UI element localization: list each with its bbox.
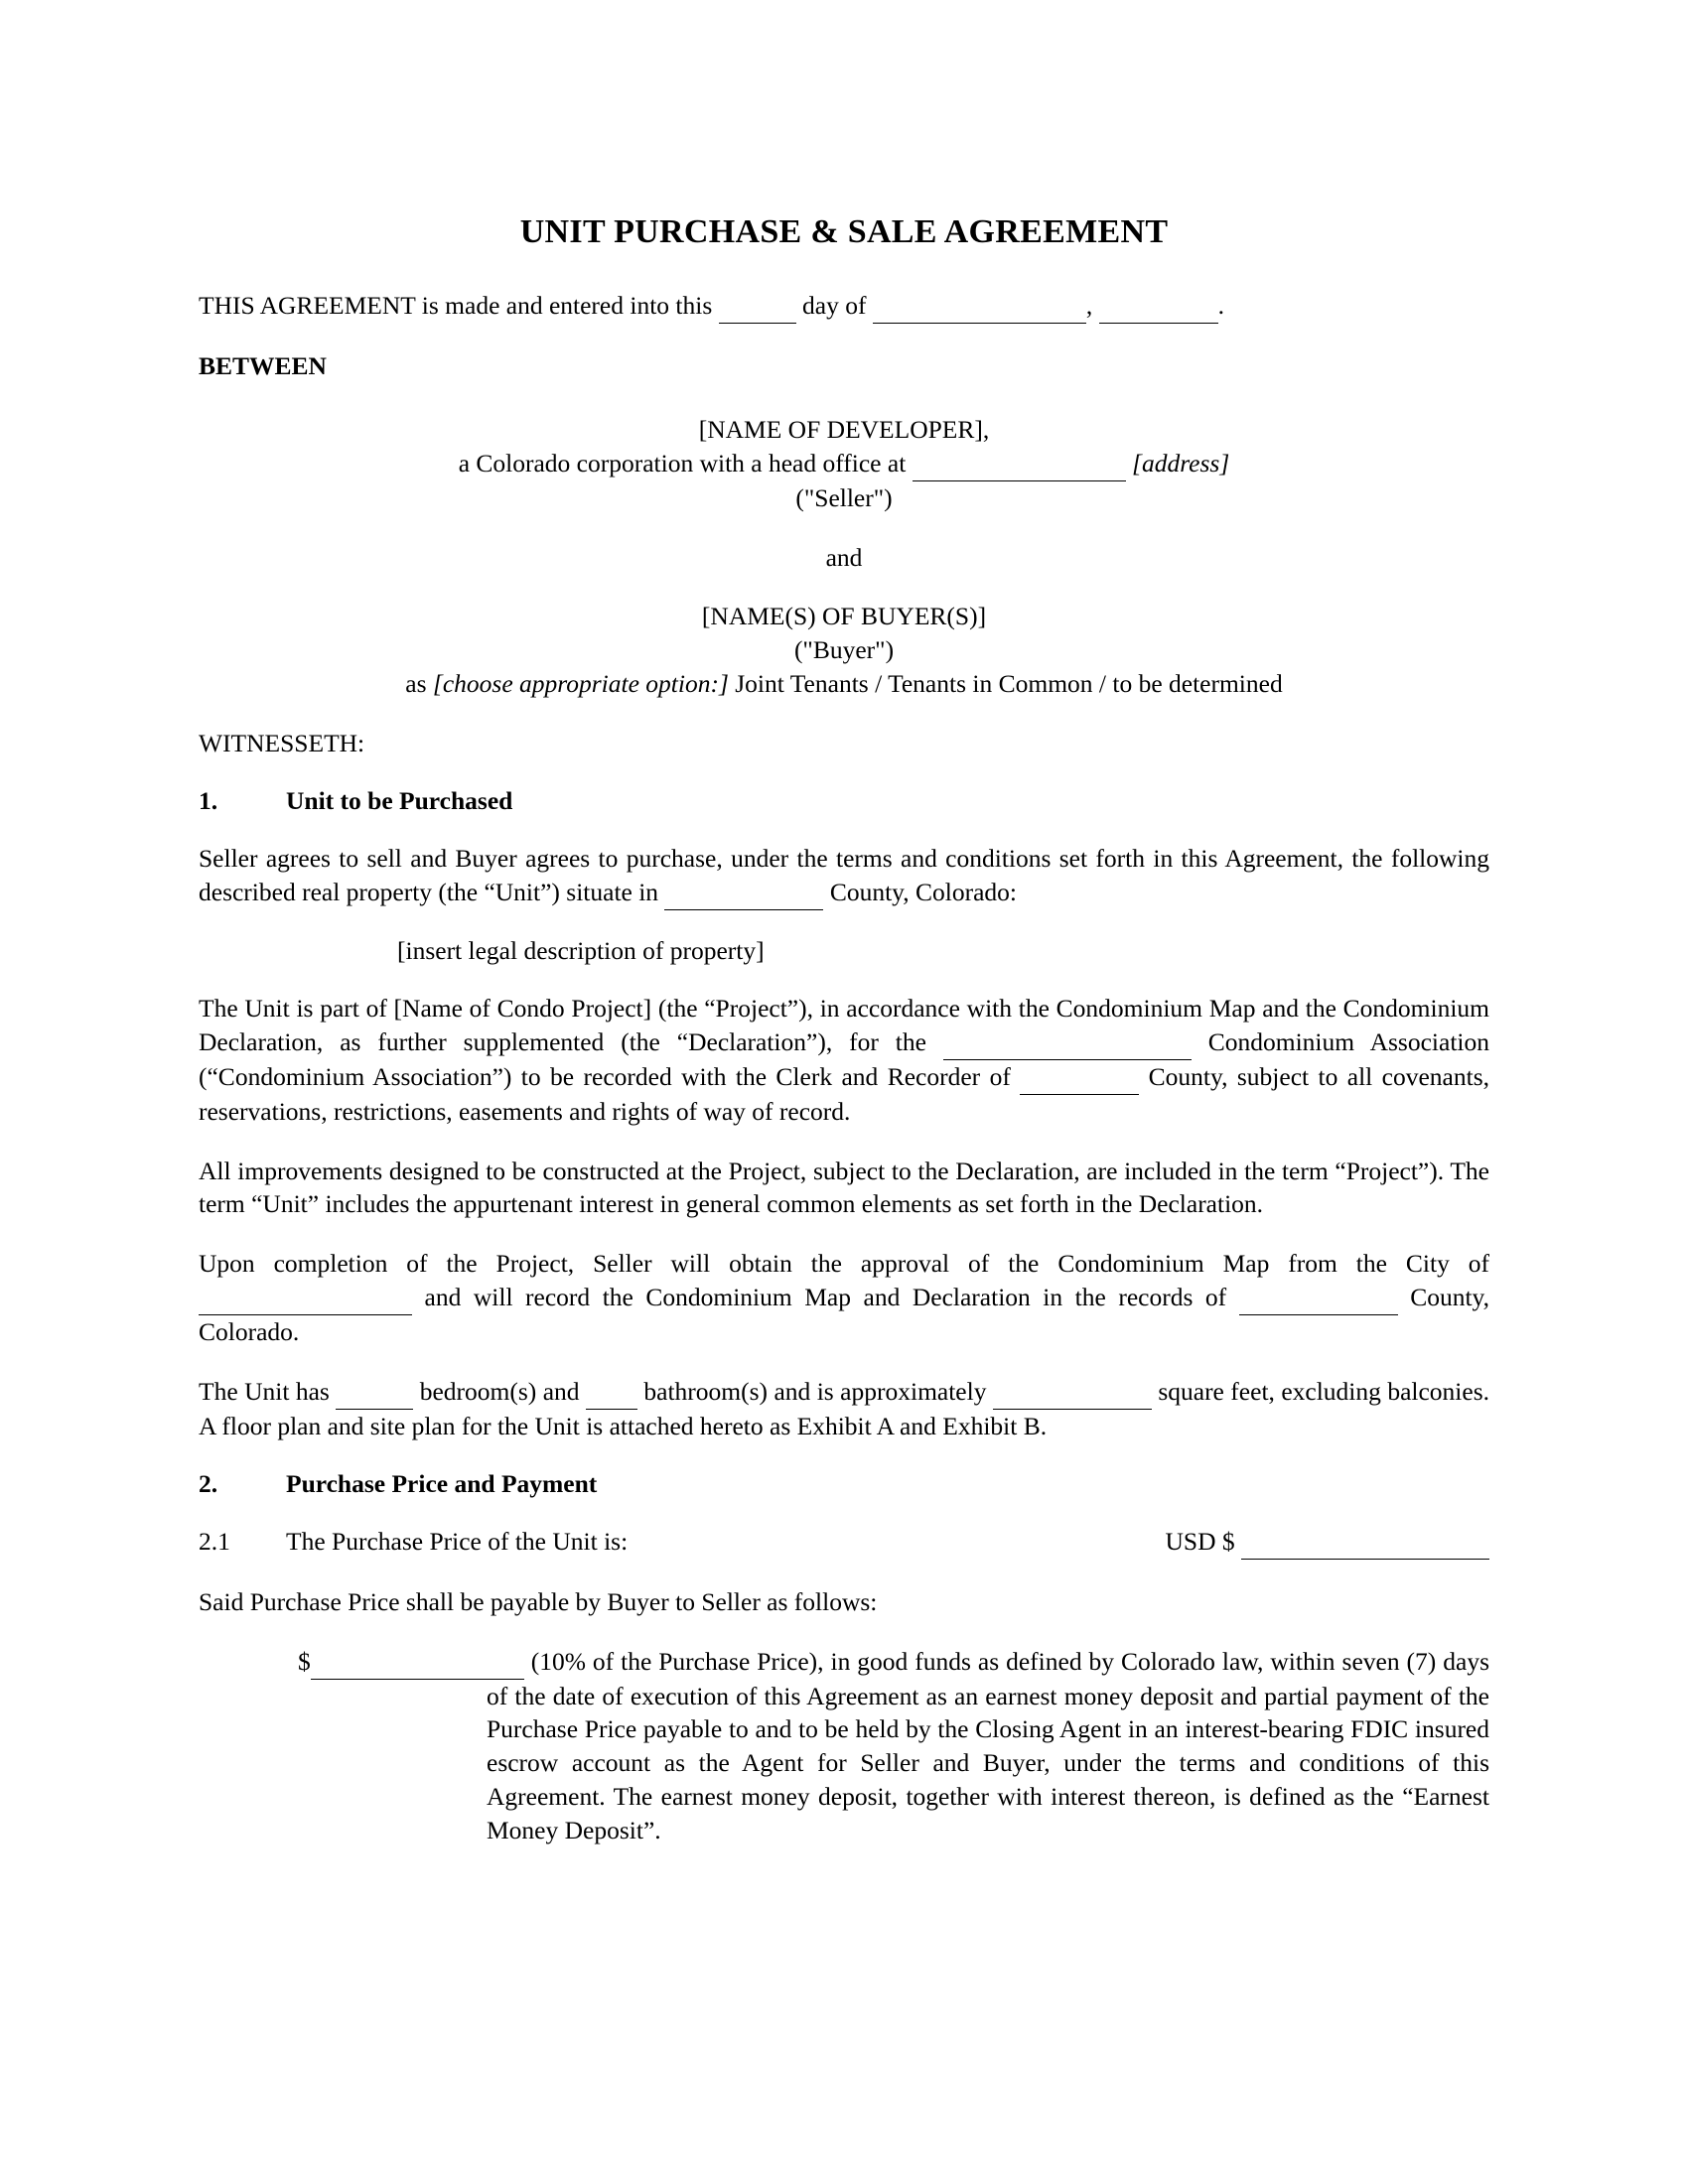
s1p1-text-b: County, Colorado: [823,877,1017,906]
s1p4-text-a: Upon completion of the Project, Seller will obtain the approval of the Condominium Map from the City of [199,1249,1489,1279]
blank-seller-address[interactable] [913,447,1126,481]
buyer-defined-term: ("Buyer") [793,635,895,665]
seller-name: [NAME OF DEVELOPER], [698,414,990,444]
blank-year[interactable] [1099,289,1218,324]
section-2-number: 2. [199,1468,218,1498]
s1p5-text-b: bedroom(s) and [413,1377,586,1407]
page-title: UNIT PURCHASE & SALE AGREEMENT [519,213,1169,250]
buyer-tenancy-instruction: [choose appropriate option:] [432,669,729,699]
section-1-heading [199,786,1489,816]
section-1-number: 1. [199,786,218,816]
purchase-price-field [1165,1525,1489,1560]
legal-description-placeholder: [insert legal description of property] [397,935,765,965]
intro-text-part3: , [1085,291,1099,320]
blank-square-feet[interactable] [993,1375,1152,1410]
blank-county-3[interactable] [1239,1281,1398,1315]
seller-block [199,413,1489,515]
buyer-block [199,600,1489,701]
blank-bathrooms[interactable] [586,1375,637,1410]
section-1-paragraph-4 [199,1247,1489,1349]
buyer-tenancy-prefix: as [405,669,433,699]
blank-county-1[interactable] [664,876,823,910]
earnest-money-deposit-text: (10% of the Purchase Price), in good funds as defined by Colorado law, within seven (7) days of the date of execution of this Agreement as an earnest money deposit and partial payment of the Purchase Price payable to and to be held by the Closing Agent in an interest-bearing FDIC insured escrow account as the Agent for Seller and Buyer, under the terms and conditions of this Agreement. The earnest money deposit, together with interest thereon, is defined as the “Earnest Money Deposit”. [487,1646,1489,1845]
blank-bedrooms[interactable] [336,1375,413,1410]
buyer-name: [NAME(S) OF BUYER(S)] [701,602,987,631]
s1p5-text-a: The Unit has [199,1377,337,1407]
buyer-tenancy-options: Joint Tenants / Tenants in Common / to be determined [728,669,1283,699]
dollar-sign: $ [298,1646,311,1676]
intro-text-part1: THIS AGREEMENT is made and entered into this [199,291,719,320]
earnest-money-deposit-paragraph [199,1645,1489,1847]
agreement-intro-paragraph [199,289,1489,324]
blank-deposit-amount[interactable] [311,1645,524,1680]
blank-month[interactable] [873,289,1086,324]
blank-day[interactable] [719,289,796,324]
section-1-paragraph-1 [199,842,1489,910]
intro-text-part2: day of [795,291,873,320]
blank-purchase-price[interactable] [1241,1525,1489,1560]
blank-association-name[interactable] [943,1025,1192,1060]
section-1-paragraph-2 [199,992,1489,1129]
clause-2-1-number: 2.1 [199,1526,230,1556]
seller-defined-term: ("Seller") [795,482,893,512]
section-1-title: Unit to be Purchased [286,786,513,816]
clause-2-1 [199,1525,1489,1560]
seller-address-prefix: a Colorado corporation with a head office at [458,448,913,478]
buyer-tenancy-line [199,667,1489,701]
s1p4-text-c: County, Colorado. [199,1283,1490,1347]
seller-address-line [199,447,1489,481]
s1p5-text-c: bathroom(s) and is approximately [636,1377,993,1407]
and-block [199,541,1489,575]
section-1-paragraph-5 [199,1375,1489,1443]
blank-city[interactable] [199,1281,412,1315]
s1p1-text-a: Seller agrees to sell and Buyer agrees to purchase, under the terms and conditions set forth in this Agreement, the following described real property (the “Unit”) situate in [199,844,1489,906]
usd-label: USD $ [1165,1526,1235,1556]
between-label: BETWEEN [199,350,327,380]
clause-2-1-text: The Purchase Price of the Unit is: [286,1526,629,1556]
section-1-paragraph-3: All improvements designed to be constructed at the Project, subject to the Declaration, are included in the term “Project”). The term “Unit” includes the appurtenant interest in general common elements as set forth in the Declaration. [199,1156,1489,1219]
s1p2-text-b: Condominium Association (“Condominium Association”) to be recorded with the Clerk and Recorder of [199,1026,1489,1091]
intro-text-part4: . [1217,291,1224,320]
witnesseth-label: WITNESSETH: [199,729,365,758]
seller-address-placeholder: [address] [1132,448,1230,478]
s1p2-text-a: The Unit is part of [Name of Condo Project] (the “Project”), in accordance with the Condominium Map and the Condominium Declaration, as further supplemented (the “Declaration”), for the [199,993,1489,1056]
section-2-heading [199,1469,1489,1499]
section-2-title: Purchase Price and Payment [286,1468,598,1498]
s1p2-text-c: County, subject to all covenants, reservations, restrictions, easements and rights of way of record. [199,1061,1489,1126]
payable-intro-paragraph: Said Purchase Price shall be payable by Buyer to Seller as follows: [199,1586,878,1616]
s1p4-text-b: and will record the Condominium Map and Declaration in the records of [412,1283,1239,1312]
and-label: and [825,542,863,572]
blank-county-2[interactable] [1020,1060,1139,1095]
s1p5-text-d: square feet, excluding balconies. A floor plan and site plan for the Unit is attached hereto as Exhibit A and Exhibit B. [199,1377,1489,1440]
